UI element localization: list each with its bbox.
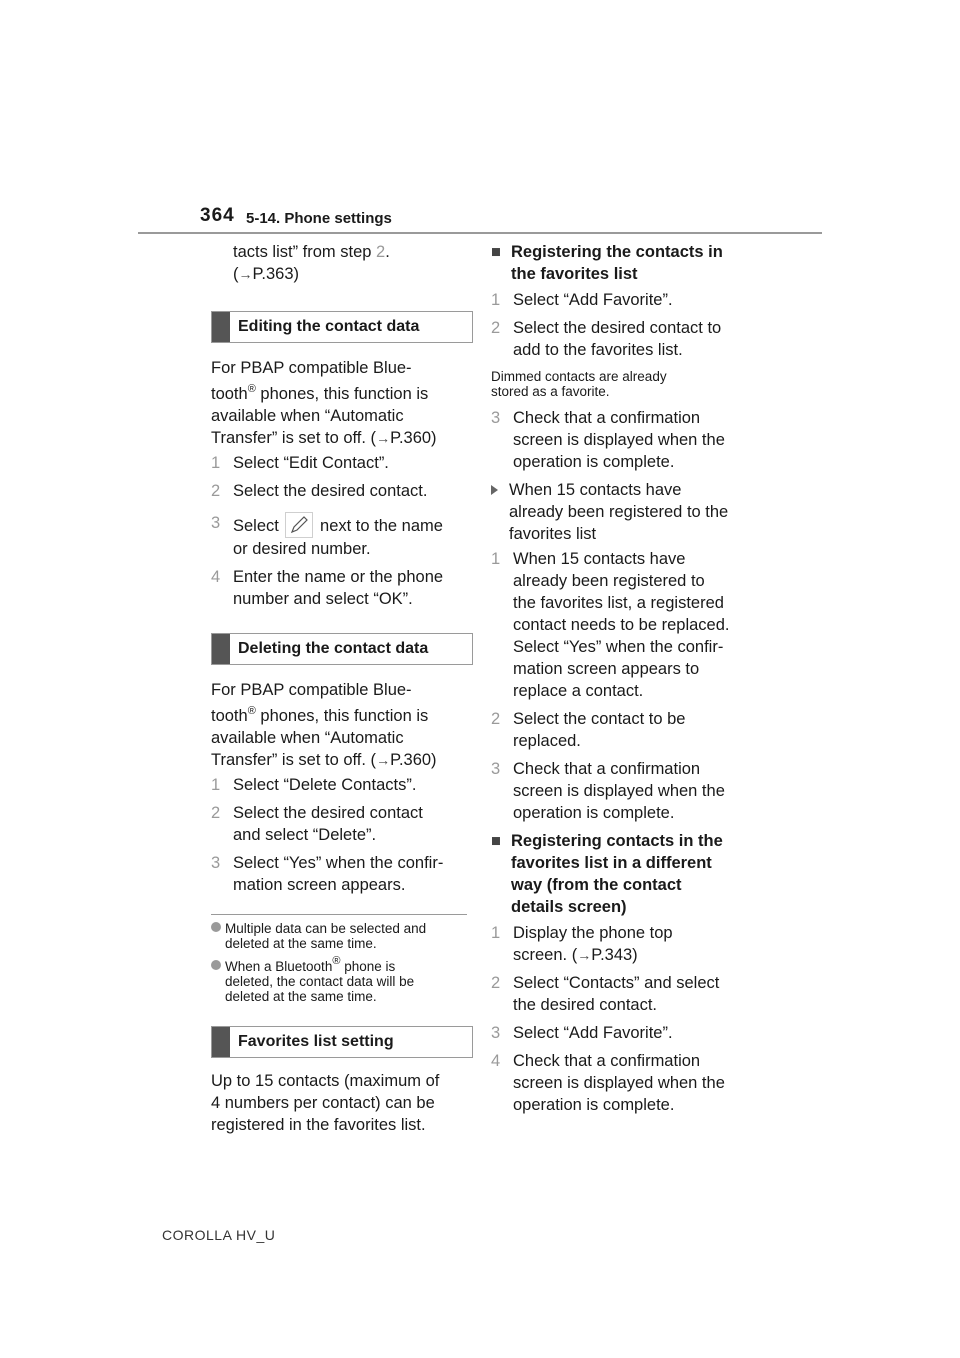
heading-bar	[212, 1027, 230, 1057]
page-number: 364	[200, 205, 235, 226]
left-column	[211, 241, 473, 1136]
footer-model: COROLLA HV_U	[162, 1227, 276, 1243]
bullet-icon	[211, 960, 221, 970]
w-step-2: 2 Select the contact to be replaced.	[491, 710, 686, 750]
bullet-icon	[211, 922, 221, 932]
reg-step-2: 2 Select the desired contact to add to the favorites list.	[491, 319, 722, 359]
heading-bar	[212, 634, 230, 664]
triangle-arrow-icon	[491, 485, 498, 495]
deleting-step-2: 2 Select the desired contact and select “Delete”.	[211, 804, 423, 844]
alt-registering-heading: ■ Registering contacts in the favorites list in a different way (from the contact details screen)	[491, 832, 723, 916]
favorites-body: Up to 15 contacts (maximum of 4 numbers per contact) can be registered in the favorites list.	[211, 1072, 440, 1134]
deleting-heading: Deleting the contact data	[211, 633, 473, 665]
when-15-subheading: When 15 contacts have already been registered to the favorites list	[491, 479, 757, 545]
editing-step-4: 4 Enter the name or the phone number and select “OK”.	[211, 568, 444, 608]
editing-step-2: 2 Select the desired contact.	[211, 482, 428, 500]
arrow-icon: →	[376, 752, 391, 768]
square-bullet-icon: ■	[491, 832, 501, 850]
arrow-icon: →	[577, 947, 592, 963]
notes-divider	[211, 914, 467, 915]
editing-step-3: 3 Select next to the name or desired number.	[211, 514, 443, 558]
continued-ref: (→P.363)	[233, 265, 299, 283]
registering-heading: ■ Registering the contacts in the favorites list	[491, 243, 723, 283]
editing-heading: Editing the contact data	[211, 311, 473, 343]
continued-text: tacts list” from step 2.	[233, 243, 390, 261]
alt-step-2: 2 Select “Contacts” and select the desired contact.	[491, 974, 720, 1014]
editing-body: For PBAP compatible Blue- tooth® phones, this function is available when “Automatic Transfer” is set to off. (→P.360)	[211, 359, 437, 447]
heading-bar	[212, 312, 230, 342]
arrow-icon: →	[376, 430, 391, 446]
section-title: 5-14. Phone settings	[246, 210, 392, 227]
dimmed-note: Dimmed contacts are already stored as a favorite.	[491, 369, 667, 399]
square-bullet-icon: ■	[491, 243, 501, 261]
alt-step-3: 3 Select “Add Favorite”.	[491, 1024, 673, 1042]
note-item: Multiple data can be selected and deleted at the same time.	[211, 921, 473, 951]
reg-step-3: 3 Check that a confirmation screen is displayed when the operation is complete.	[491, 409, 725, 471]
note-item: When a Bluetooth® phone is deleted, the contact data will be deleted at the same time.	[211, 959, 473, 1004]
arrow-icon: →	[238, 266, 253, 282]
w-step-1: 1 When 15 contacts have already been registered to the favorites list, a registered contact needs to be replaced. Select “Yes” when the confir- mation screen appears to replace a contact.	[491, 550, 730, 700]
alt-step-1: 1 Display the phone top screen. (→P.343)	[491, 924, 673, 964]
editing-step-1: 1 Select “Edit Contact”.	[211, 454, 389, 472]
favorites-heading: Favorites list setting	[211, 1026, 473, 1058]
w-step-3: 3 Check that a confirmation screen is displayed when the operation is complete.	[491, 760, 725, 822]
header-divider	[138, 232, 822, 234]
pencil-icon	[285, 512, 313, 538]
deleting-body: For PBAP compatible Blue- tooth® phones, this function is available when “Automatic Transfer” is set to off. (→P.360)	[211, 681, 437, 769]
deleting-step-3: 3 Select “Yes” when the confir- mation screen appears.	[211, 854, 444, 894]
deleting-step-1: 1 Select “Delete Contacts”.	[211, 776, 417, 794]
alt-step-4: 4 Check that a confirmation screen is displayed when the operation is complete.	[491, 1052, 725, 1114]
reg-step-1: 1 Select “Add Favorite”.	[491, 291, 673, 309]
right-column	[491, 241, 757, 1116]
